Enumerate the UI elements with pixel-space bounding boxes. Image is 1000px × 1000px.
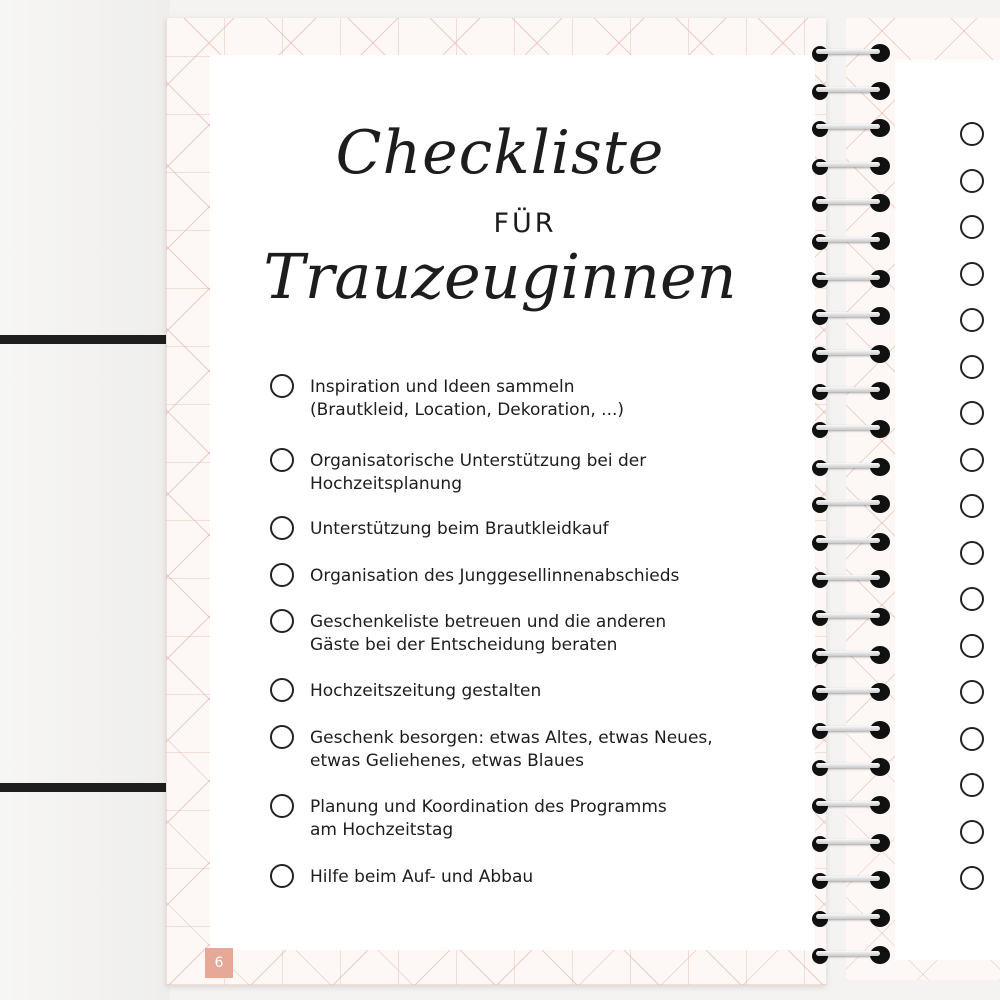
checkbox-circle[interactable] bbox=[960, 680, 984, 704]
spiral-coil bbox=[812, 159, 888, 173]
wooden-table bbox=[0, 0, 170, 1000]
checklist-item bbox=[270, 518, 780, 541]
checkbox-circle[interactable] bbox=[960, 308, 984, 332]
spiral-coil bbox=[812, 309, 888, 323]
checkbox-circle[interactable] bbox=[270, 516, 294, 540]
title-fuer: FÜR bbox=[493, 208, 557, 239]
checkbox-circle[interactable] bbox=[270, 725, 294, 749]
checklist-item-text: Inspiration und Ideen sammeln (Brautkleid, Location, Dekoration, ...) bbox=[310, 377, 625, 420]
checklist-item bbox=[270, 680, 780, 703]
checkbox-circle[interactable] bbox=[960, 634, 984, 658]
spiral-coil bbox=[812, 460, 888, 474]
spiral-coil bbox=[812, 648, 888, 662]
spiral-coil bbox=[812, 836, 888, 850]
spiral-coil bbox=[812, 272, 888, 286]
checklist-item bbox=[270, 727, 780, 773]
table-plank-gap bbox=[0, 783, 170, 792]
spiral-coil bbox=[812, 535, 888, 549]
checkbox-circle[interactable] bbox=[960, 215, 984, 239]
spiral-coil bbox=[812, 723, 888, 737]
checklist-item-text: Planung und Koordination des Programms am Hochzeitstag bbox=[310, 797, 667, 840]
spiral-coil bbox=[812, 84, 888, 98]
checklist-item-text: Hilfe beim Auf- und Abbau bbox=[310, 867, 534, 887]
checklist-item bbox=[270, 376, 780, 422]
checklist-item-text: Unterstützung beim Brautkleidkauf bbox=[310, 519, 609, 539]
spiral-coil bbox=[812, 760, 888, 774]
checklist-item bbox=[270, 611, 780, 657]
checkbox-circle[interactable] bbox=[960, 494, 984, 518]
checklist-item-text: Organisation des Junggesellinnenabschieds bbox=[310, 566, 680, 586]
spiral-coil bbox=[812, 685, 888, 699]
checkbox-circle[interactable] bbox=[270, 678, 294, 702]
checkbox-circle[interactable] bbox=[270, 609, 294, 633]
checkbox-circle[interactable] bbox=[960, 541, 984, 565]
checklist-item-text: Organisatorische Unterstützung bei der Hochzeitsplanung bbox=[310, 451, 647, 494]
checklist-item-text: Hochzeitszeitung gestalten bbox=[310, 681, 542, 701]
checkbox-circle[interactable] bbox=[270, 374, 294, 398]
checkbox-circle[interactable] bbox=[960, 401, 984, 425]
checklist-item bbox=[270, 866, 780, 889]
checkbox-circle[interactable] bbox=[960, 355, 984, 379]
title-trauzeuginnen: Trauzeuginnen bbox=[263, 240, 737, 313]
checkbox-circle[interactable] bbox=[960, 587, 984, 611]
checkbox-circle[interactable] bbox=[960, 122, 984, 146]
checkbox-circle[interactable] bbox=[270, 563, 294, 587]
spiral-coil bbox=[812, 384, 888, 398]
spiral-coil bbox=[812, 121, 888, 135]
checklist-item-text: Geschenkeliste betreuen und die anderen Gäste bei der Entscheidung beraten bbox=[310, 612, 667, 655]
checkbox-circle[interactable] bbox=[270, 864, 294, 888]
spiral-coil bbox=[812, 196, 888, 210]
checkbox-circle[interactable] bbox=[960, 866, 984, 890]
spiral-coil bbox=[812, 911, 888, 925]
spiral-coil bbox=[812, 347, 888, 361]
spiral-coil bbox=[812, 497, 888, 511]
checkbox-circle[interactable] bbox=[960, 169, 984, 193]
checklist-item bbox=[270, 450, 780, 496]
spiral-coil bbox=[812, 234, 888, 248]
spiral-coil bbox=[812, 572, 888, 586]
checkbox-circle[interactable] bbox=[960, 448, 984, 472]
checkbox-circle[interactable] bbox=[960, 820, 984, 844]
right-page-card bbox=[895, 60, 1000, 960]
spiral-coil bbox=[812, 873, 888, 887]
checklist-item bbox=[270, 565, 780, 588]
checkbox-circle[interactable] bbox=[960, 773, 984, 797]
checkbox-circle[interactable] bbox=[270, 794, 294, 818]
title-checkliste: Checkliste bbox=[335, 118, 665, 188]
spiral-coil bbox=[812, 798, 888, 812]
checklist-item-text: Geschenk besorgen: etwas Altes, etwas Neues, etwas Geliehenes, etwas Blaues bbox=[310, 728, 713, 771]
checklist-item bbox=[270, 796, 780, 842]
table-plank-gap bbox=[0, 335, 170, 344]
spiral-coil bbox=[812, 46, 888, 60]
checkbox-circle[interactable] bbox=[960, 262, 984, 286]
checkbox-circle[interactable] bbox=[270, 448, 294, 472]
spiral-coil bbox=[812, 610, 888, 624]
page-number: 6 bbox=[205, 948, 233, 978]
spiral-coil bbox=[812, 422, 888, 436]
checkbox-circle[interactable] bbox=[960, 727, 984, 751]
spiral-coil bbox=[812, 948, 888, 962]
